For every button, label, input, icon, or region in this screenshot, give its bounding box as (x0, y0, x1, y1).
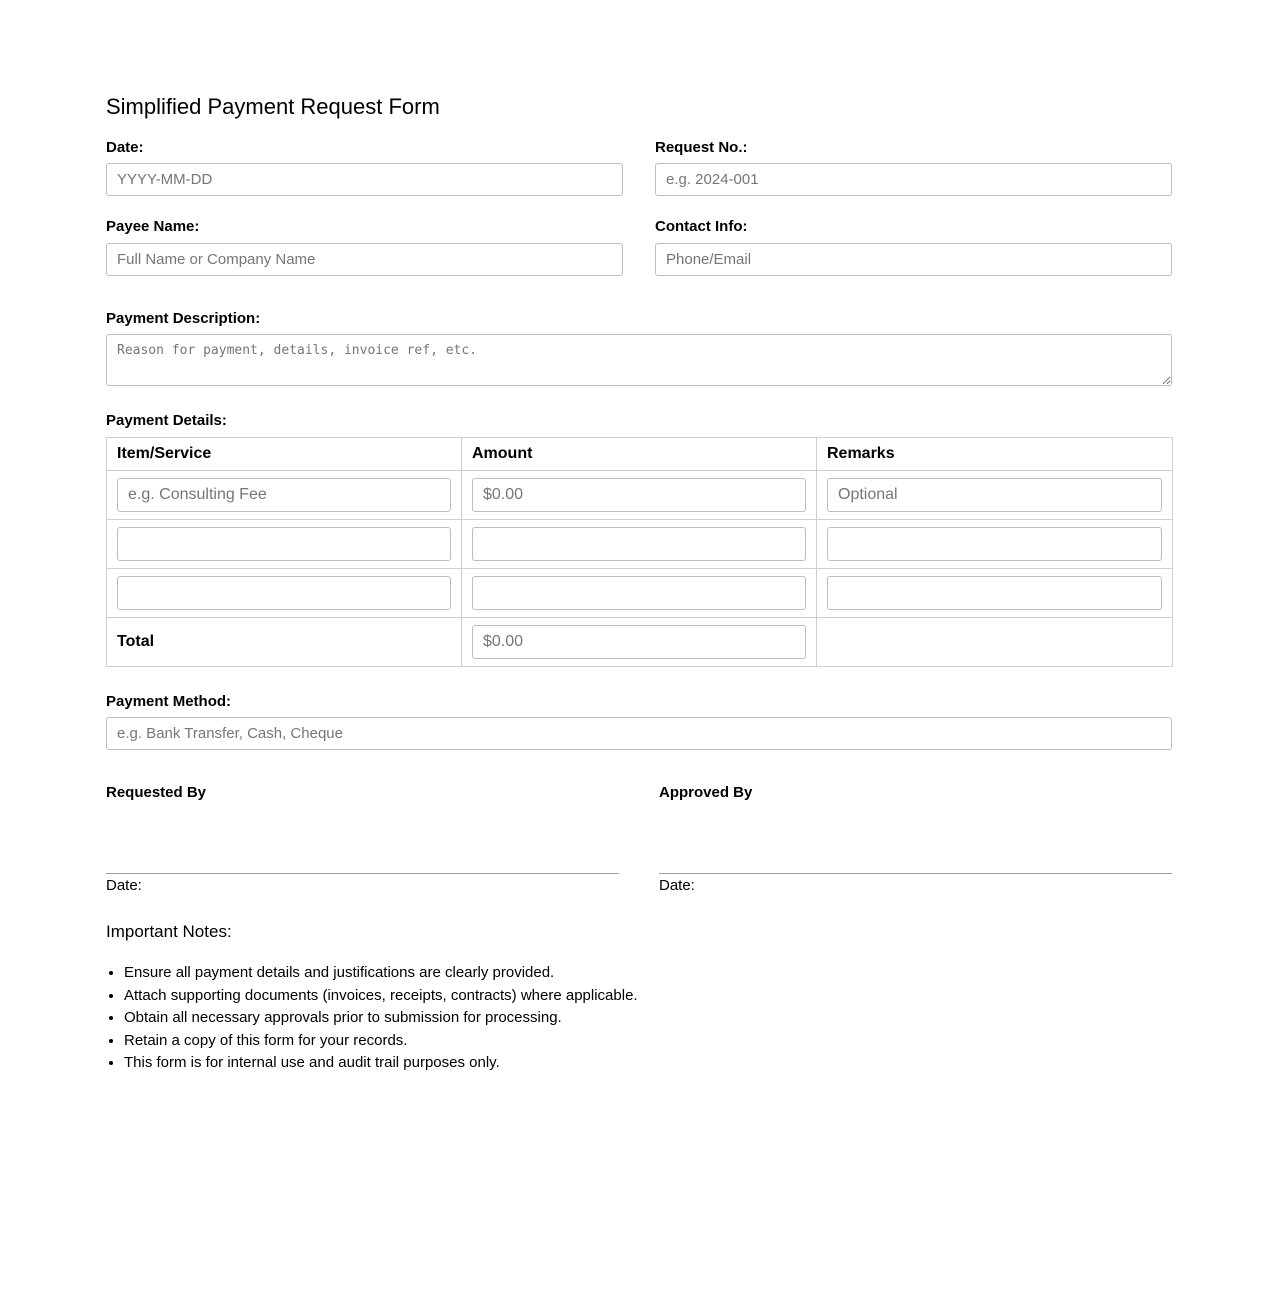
column-header-amount: Amount (462, 438, 817, 471)
amount-input[interactable] (472, 576, 806, 610)
column-header-remarks: Remarks (817, 438, 1173, 471)
important-notes-list (106, 962, 638, 1075)
table-row (107, 520, 1173, 569)
payment-method-label: Payment Method: (106, 693, 232, 710)
approved-by-date-label: Date: (659, 877, 695, 894)
item-input[interactable] (117, 478, 451, 512)
approved-by-label: Approved By (659, 784, 753, 801)
total-amount-input[interactable] (472, 625, 806, 659)
payment-details-label: Payment Details: (106, 412, 227, 429)
total-remarks-empty-cell (817, 618, 1173, 667)
table-header-row (107, 438, 1173, 471)
list-item: • Retain a copy of this form for your records. (124, 1030, 638, 1053)
request-no-label: Request No.: (655, 139, 748, 156)
payee-name-input[interactable] (106, 243, 623, 276)
payment-details-table (106, 437, 1173, 667)
payee-name-label: Payee Name: (106, 218, 200, 235)
important-notes-title: Important Notes: (106, 922, 232, 941)
payment-method-input[interactable] (106, 717, 1172, 750)
remarks-input[interactable] (827, 527, 1162, 561)
table-row (107, 569, 1173, 618)
item-input[interactable] (117, 527, 451, 561)
contact-info-input[interactable] (655, 243, 1172, 276)
date-label: Date: (106, 139, 144, 156)
amount-input[interactable] (472, 478, 806, 512)
amount-input[interactable] (472, 527, 806, 561)
total-label: Total (107, 618, 462, 667)
approved-by-signature-line (659, 873, 1172, 874)
list-item: • This form is for internal use and audit trail purposes only. (124, 1052, 638, 1075)
total-row (107, 618, 1173, 667)
page-title: Simplified Payment Request Form (106, 94, 440, 119)
request-no-input[interactable] (655, 163, 1172, 196)
list-item: • Attach supporting documents (invoices, receipts, contracts) where applicable. (124, 985, 638, 1008)
table-row (107, 471, 1173, 520)
list-item: • Ensure all payment details and justifications are clearly provided. (124, 962, 638, 985)
requested-by-signature-line (106, 873, 619, 874)
date-input[interactable] (106, 163, 623, 196)
payment-description-textarea[interactable] (106, 334, 1172, 386)
remarks-input[interactable] (827, 478, 1162, 512)
remarks-input[interactable] (827, 576, 1162, 610)
requested-by-date-label: Date: (106, 877, 142, 894)
contact-info-label: Contact Info: (655, 218, 748, 235)
list-item: • Obtain all necessary approvals prior to submission for processing. (124, 1007, 638, 1030)
column-header-item: Item/Service (107, 438, 462, 471)
requested-by-label: Requested By (106, 784, 207, 801)
item-input[interactable] (117, 576, 451, 610)
payment-description-label: Payment Description: (106, 310, 261, 327)
